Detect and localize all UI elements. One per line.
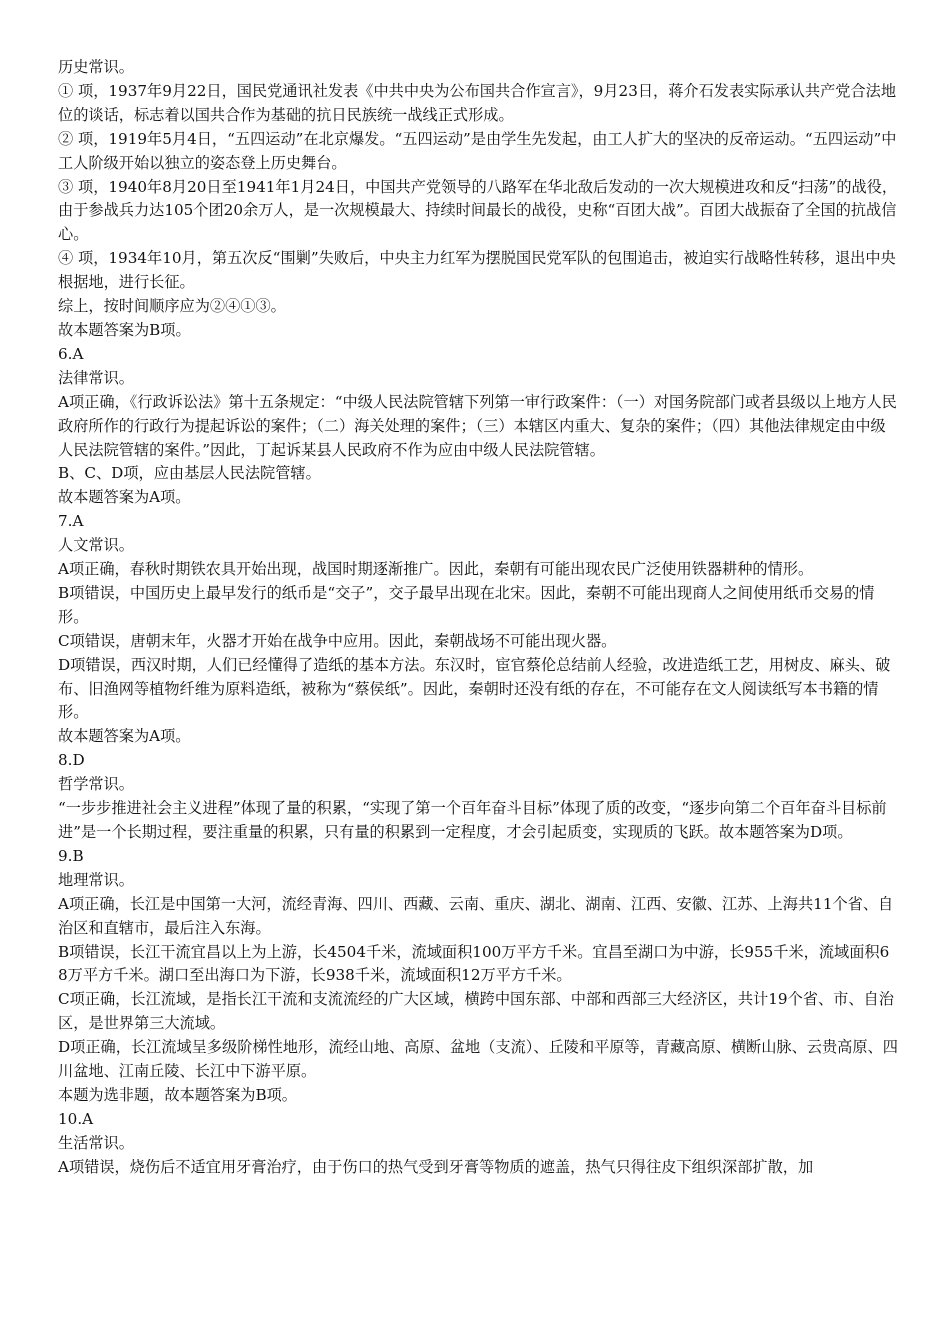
paragraph: 地理常识。 (58, 870, 134, 889)
paragraph: D项错误，西汉时期，人们已经懂得了造纸的基本方法。东汉时，宦官蔡伦总结前人经验，改进造纸工艺，用树皮、麻头、破布、旧渔网等植物纤维为原料造纸，被称为“蔡侯纸”。因此，秦朝时还没有纸的存在，不可能存在文人阅读纸写本书籍的情形。 (58, 655, 891, 722)
paragraph: 故本题答案为A项。 (58, 727, 191, 746)
paragraph: 故本题答案为B项。 (58, 320, 191, 339)
paragraph: 故本题答案为A项。 (58, 488, 191, 507)
paragraph: 法律常识。 (58, 368, 134, 387)
paragraph: ④ 项，1934年10月，第五次反“围剿”失败后，中央主力红军为摆脱国民党军队的包围追击，被迫实行战略性转移，退出中央根据地，进行长征。 (58, 249, 896, 292)
paragraph: C项正确，长江流域，是指长江干流和支流流经的广大区域，横跨中国东部、中部和西部三大经济区，共计19个省、市、自治区，是世界第三大流域。 (58, 990, 894, 1033)
paragraph: “一步步推进社会主义进程”体现了量的积累，“实现了第一个百年奋斗目标”体现了质的改变，“逐步向第二个百年奋斗目标前进”是一个长期过程，要注重量的积累，只有量的积累到一定程度，才会引起质变，实现质的飞跃。故本题答案为D项。 (58, 799, 887, 841)
paragraph: ③ 项，1940年8月20日至1941年1月24日，中国共产党领导的八路军在华北敌后发动的一次大规模进攻和反“扫荡”的战役，由于参战兵力达105个团20余万人，是一次规模最大、持续时间最长的战役，史称“百团大战”。百团大战振奋了全国的抗战信心。 (58, 177, 898, 244)
paragraph: 综上，按时间顺序应为②④①③。 (58, 297, 286, 316)
paragraph: 6.A (58, 344, 84, 363)
paragraph: A项正确，《行政诉讼法》第十五条规定：“中级人民法院管辖下列第一审行政案件：（一）对国务院部门或者县级以上地方人民政府所作的行政行为提起诉讼的案件；（二）海关处理的案件；（三）本辖区内重大、复杂的案件；（四）其他法律规定由中级人民法院管辖的案件。”因此，丁起诉某县人民政府不作为应由中级人民法院管辖。 (58, 392, 897, 459)
paragraph: C项错误，唐朝末年，火器才开始在战争中应用。因此，秦朝战场不可能出现火器。 (58, 631, 617, 650)
document-body (58, 56, 898, 1180)
paragraph: A项正确，长江是中国第一大河，流经青海、四川、西藏、云南、重庆、湖北、湖南、江西、安徽、江苏、上海共11个省、自治区和直辖市，最后注入东海。 (58, 894, 894, 937)
paragraph: D项正确，长江流域呈多级阶梯性地形，流经山地、高原、盆地（支流）、丘陵和平原等，青藏高原、横断山脉、云贵高原、四川盆地、江南丘陵、长江中下游平原。 (58, 1038, 898, 1081)
paragraph: 历史常识。 (58, 58, 134, 76)
paragraph: 哲学常识。 (58, 775, 134, 794)
paragraph: B、C、D项，应由基层人民法院管辖。 (58, 464, 321, 483)
paragraph: B项错误，长江干流宜昌以上为上游，长4504千米，流域面积100万平方千米。宜昌至湖口为中游，长955千米，流域面积68万平方千米。湖口至出海口为下游，长938千米，流域面积12万平方千米。 (58, 942, 890, 985)
paragraph: A项正确，春秋时期铁农具开始出现，战国时期逐渐推广。因此，秦朝有可能出现农民广泛使用铁器耕种的情形。 (58, 560, 814, 579)
paragraph: 7.A (58, 512, 84, 531)
paragraph: 人文常识。 (58, 536, 134, 555)
paragraph: ② 项，1919年5月4日，“五四运动”在北京爆发。“五四运动”是由学生先发起，由工人扩大的坚决的反帝运动。“五四运动”中工人阶级开始以独立的姿态登上历史舞台。 (58, 129, 897, 172)
paragraph: ① 项，1937年9月22日，国民党通讯社发表《中共中央为公布国共合作宣言》，9月23日，蒋介石发表实际承认共产党合法地位的谈话，标志着以国共合作为基础的抗日民族统一战线正式形成。 (58, 81, 897, 124)
paragraph: 10.A (58, 1109, 94, 1128)
paragraph: 本题为选非题，故本题答案为B项。 (58, 1085, 297, 1104)
paragraph: 8.D (58, 751, 85, 770)
paragraph: B项错误，中国历史上最早发行的纸币是“交子”，交子最早出现在北宋。因此，秦朝不可能出现商人之间使用纸币交易的情形。 (58, 583, 875, 626)
paragraph: A项错误，烧伤后不适宜用牙膏治疗，由于伤口的热气受到牙膏等物质的遮盖，热气只得往皮下组织深部扩散，加 (58, 1157, 814, 1176)
paragraph: 9.B (58, 846, 84, 865)
paragraph: 生活常识。 (58, 1133, 134, 1152)
